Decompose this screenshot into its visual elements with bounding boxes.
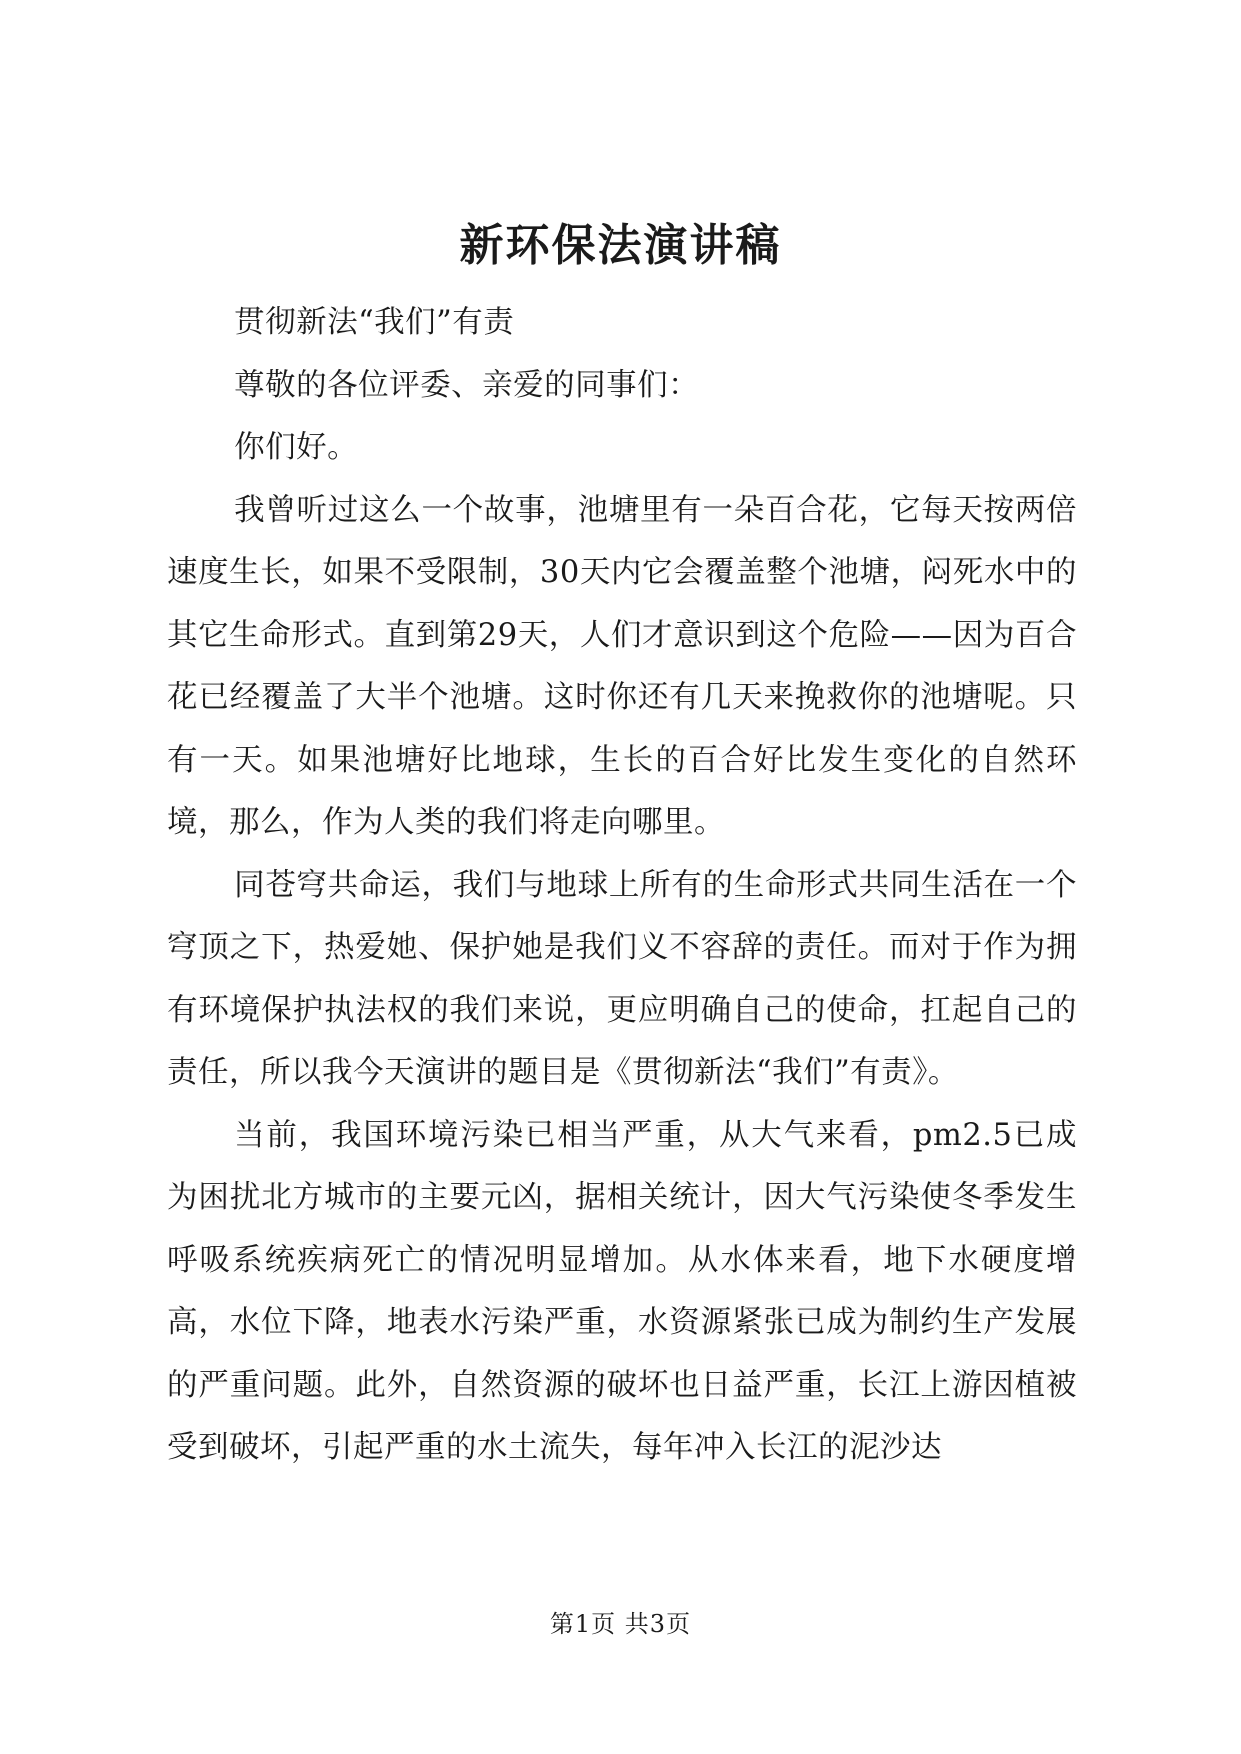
greeting: 你们好。 xyxy=(234,430,359,465)
body-paragraph: 同苍穹共命运，我们与地球上所有的生命形式共同生活在一个穹顶之下，热爱她、保护她是我们义不容辞的责任。而对于作为拥有环境保护执法权的我们来说，更应明确自己的使命，扛起自己的责任，所以我今天演讲的题目是《贯彻新法“我们”有责》。 xyxy=(167,867,1077,1090)
body-paragraph: 当前，我国环境污染已相当严重，从大气来看，pm2.5已成为困扰北方城市的主要元凶，据相关统计，因大气污染使冬季发生呼吸系统疾病死亡的情况明显增加。从水体来看，地下水硬度增高，水位下降，地表水污染严重，水资源紧张已成为制约生产发展的严重问题。此外，自然资源的破坏也日益严重，长江上游因植被受到破坏，引起严重的水土流失，每年冲入长江的泥沙达 xyxy=(167,1117,1077,1465)
page-title: 新环保法演讲稿 xyxy=(459,220,782,271)
body-paragraph: 我曾听过这么一个故事，池塘里有一朵百合花，它每天按两倍速度生长，如果不受限制，30天内它会覆盖整个池塘，闷死水中的其它生命形式。直到第29天，人们才意识到这个危险——因为百合花已经覆盖了大半个池塘。这时你还有几天来挽救你的池塘呢。只有一天。如果池塘好比地球，生长的百合好比发生变化的自然环境，那么，作为人类的我们将走向哪里。 xyxy=(167,492,1077,840)
page-number-footer: 第1页 共3页 xyxy=(549,1610,692,1638)
document-body xyxy=(167,292,1077,1480)
speech-subtitle: 贯彻新法“我们”有责 xyxy=(234,305,515,340)
salutation: 尊敬的各位评委、亲爱的同事们： xyxy=(234,367,700,403)
